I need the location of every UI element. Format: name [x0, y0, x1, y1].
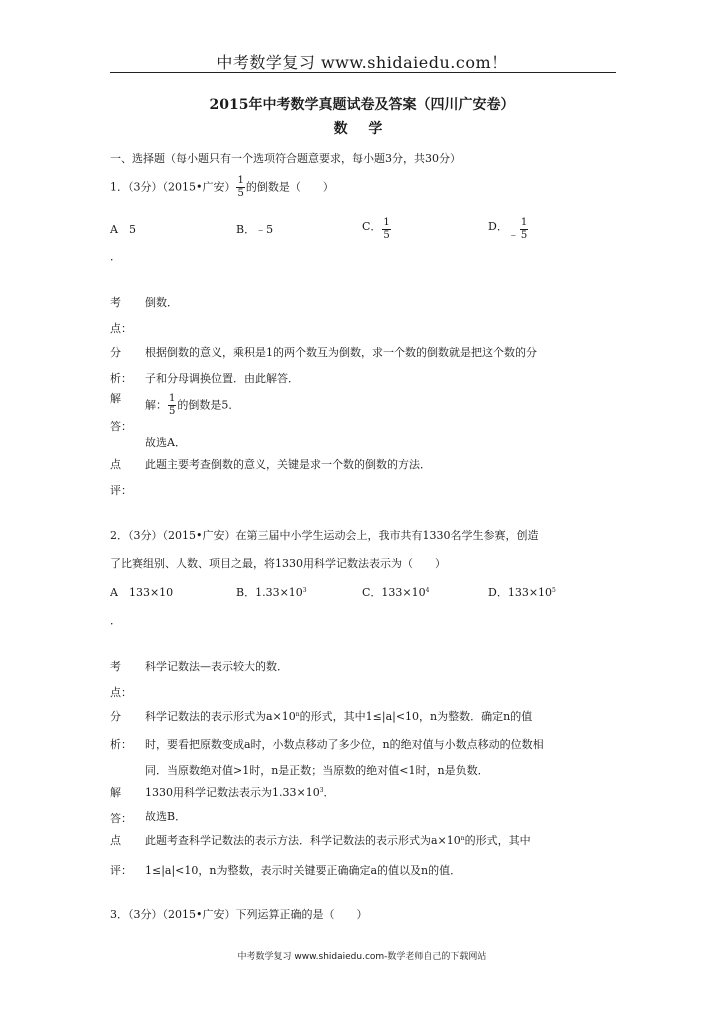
- q2-fenxi-1b: 的形式，其中1≤|a|<10，n为整数．确定n的值: [299, 710, 533, 723]
- q2-dian-label-2: 评：: [110, 864, 132, 877]
- q1-kao-label-1: 考: [110, 296, 121, 309]
- q2-option-c-exp: 4: [425, 587, 430, 594]
- exam-title: 2015年中考数学真题试卷及答案（四川广安卷）: [209, 97, 515, 113]
- q2-fenxi-line-2: 时，要看把原数变成a时，小数点移动了多少位，n的绝对值与小数点移动的位数相: [145, 738, 544, 751]
- q1-dian-label-1: 点: [110, 458, 121, 471]
- q3-stem: 3．（3分）（2015•广安）下列运算正确的是（ ）: [110, 908, 368, 921]
- q2-dianping-1a: 此题考查科学记数法的表示方法．科学记数法的表示形式为a×10: [145, 834, 461, 847]
- q1-jieda-den: 5: [169, 406, 176, 417]
- q1-dian-label-2: 评：: [110, 484, 132, 497]
- q2-jie-label-2: 答：: [110, 812, 132, 825]
- q1-c-num: 1: [383, 217, 390, 228]
- q2-dianping-1-exp: n: [460, 835, 465, 842]
- q1-jieda-fraction: [168, 394, 176, 417]
- q1-option-d: [488, 218, 529, 242]
- q2-dianping-line-1: [145, 832, 531, 848]
- q2-jie-label-1: 解: [110, 786, 121, 799]
- q2-dianping-1b: 的形式，其中: [464, 834, 531, 847]
- q2-dian-label-1: 点: [110, 834, 121, 847]
- q2-jieda-1a: 1330用科学记数法表示为1.33×10: [145, 786, 320, 799]
- q2-option-d: [488, 584, 556, 600]
- q1-jieda-num: 1: [169, 393, 176, 404]
- q2-stem-line-2: 了比赛组别、人数、项目之最，将1330用科学记数法表示为（ ）: [110, 557, 446, 570]
- q1-option-c-label: C．: [362, 220, 382, 233]
- exam-subject: 数 学: [333, 121, 391, 137]
- q1-d-den: 5: [520, 230, 528, 241]
- q1-kao-label-2: 点：: [110, 322, 132, 335]
- q2-jieda-line-1: [145, 784, 335, 800]
- q1-kaodian: 倒数．: [145, 296, 178, 309]
- q1-jieda-prefix: 解：: [145, 398, 167, 412]
- q1-option-b: B．﹣5: [236, 223, 274, 236]
- q2-kao-label-2: 点：: [110, 686, 132, 699]
- q2-option-c-text: C．133×10: [362, 586, 426, 599]
- q1-fenxi-line-1: 根据倒数的意义，乘积是1的两个数互为倒数，求一个数的倒数就是把这个数的分: [145, 346, 537, 359]
- q1-stem: [110, 176, 334, 199]
- q2-jieda-1b: ．: [323, 786, 335, 799]
- q1-stem-fraction: [236, 176, 244, 199]
- q2-option-d-exp: 5: [552, 587, 556, 594]
- q1-suffix: 的倒数是（ ）: [245, 180, 334, 194]
- q2-fenxi-1-exp: n: [295, 711, 300, 718]
- q1-jie-label-2: 答：: [110, 420, 132, 433]
- q1-dot: ．: [110, 250, 121, 263]
- q1-jieda-line-1: [145, 394, 239, 417]
- q2-option-a: A 133×10: [110, 586, 174, 599]
- q1-option-d-sign: ﹣: [507, 228, 519, 241]
- q1-jieda-line-2: 故选A．: [145, 436, 186, 449]
- q2-option-b: [236, 584, 307, 600]
- q1-prefix: 1．（3分）（2015•广安）: [110, 180, 236, 194]
- q2-option-c: [362, 584, 429, 600]
- q2-stem-line-1: 2．（3分）（2015•广安）在第三届中小学生运动会上，我市共有1330名学生参赛，创造: [110, 529, 539, 542]
- q1-dianping: 此题主要考查倒数的意义，关键是求一个数的倒数的方法．: [145, 458, 431, 471]
- q2-option-b-text: B．1.33×10: [236, 586, 303, 599]
- q2-fen-label-1: 分: [110, 710, 121, 723]
- q1-option-d-label: D．: [488, 220, 508, 233]
- q2-option-d-text: D．133×10: [488, 586, 553, 599]
- q2-fenxi-1a: 科学记数法的表示形式为a×10: [145, 710, 296, 723]
- page-footer: 中考数学复习 www.shidaiedu.com-数学老师自己的下载网站: [237, 952, 487, 962]
- q2-dot: ．: [110, 614, 121, 627]
- q2-jieda-1-exp: 3: [319, 787, 324, 794]
- q1-frac-den: 5: [237, 188, 244, 199]
- q1-option-a: A 5: [110, 223, 136, 236]
- q1-jieda-suffix: 的倒数是5．: [177, 398, 240, 412]
- q1-option-c-fraction: [382, 218, 390, 241]
- q2-dianping-line-2: 1≤|a|<10，n为整数，表示时关键要正确确定a的值以及n的值．: [145, 864, 462, 877]
- q2-fenxi-line-1: [145, 708, 532, 724]
- section-heading: 一、选择题（每小题只有一个选项符合题意要求，每小题3分，共30分）: [110, 152, 461, 165]
- q2-option-b-exp: 3: [302, 587, 307, 594]
- q1-option-d-fraction: [520, 218, 528, 241]
- q2-jieda-line-2: 故选B．: [145, 810, 187, 823]
- q1-fenxi-line-2: 子和分母调换位置．由此解答．: [145, 372, 299, 385]
- q1-c-den: 5: [383, 230, 390, 241]
- q1-fen-label-1: 分: [110, 346, 121, 359]
- q1-fen-label-2: 析：: [110, 372, 132, 385]
- page-header: 中考数学复习 www.shidaiedu.com！: [216, 53, 508, 72]
- q1-option-c: [362, 218, 392, 241]
- q1-jie-label-1: 解: [110, 392, 121, 405]
- header-rule: [110, 72, 616, 73]
- q2-kao-label-1: 考: [110, 660, 121, 673]
- q1-frac-num: 1: [237, 175, 244, 186]
- q2-kaodian: 科学记数法—表示较大的数．: [145, 660, 288, 673]
- q2-fenxi-line-3: 同．当原数绝对值>1时，n是正数；当原数的绝对值<1时，n是负数．: [145, 764, 489, 777]
- q1-d-num: 1: [520, 217, 528, 228]
- q2-fen-label-2: 析：: [110, 738, 132, 751]
